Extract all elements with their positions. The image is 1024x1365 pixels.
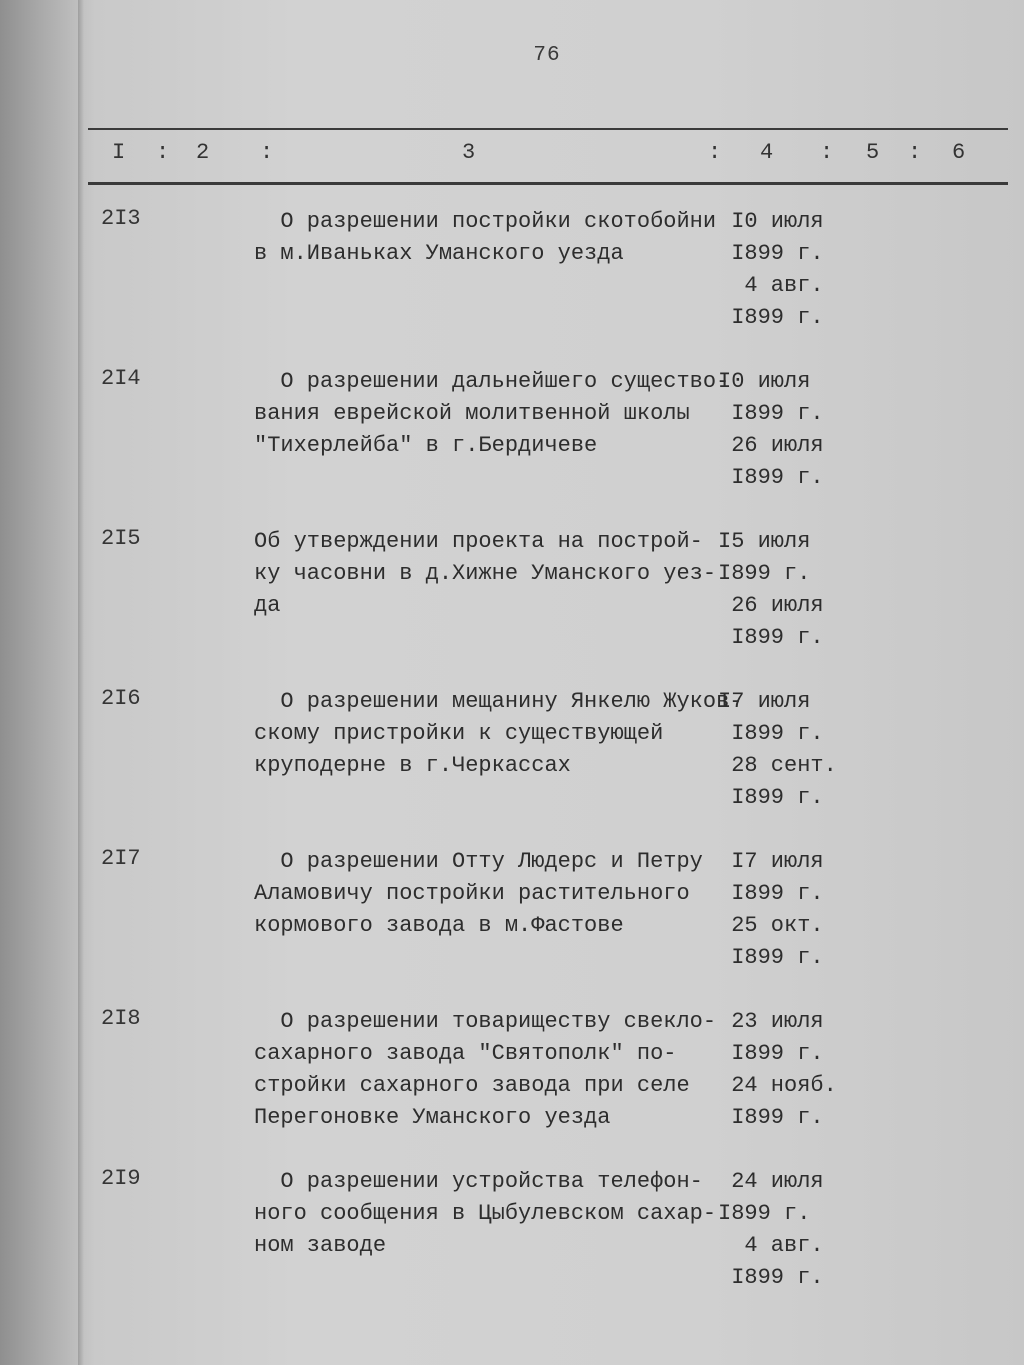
date-line: I7 июля — [718, 849, 824, 874]
date-line: I7 июля — [718, 689, 811, 714]
entry-number: 2I4 — [101, 366, 141, 391]
page-number: 76 — [533, 44, 561, 67]
description-line: кормового завода в м.Фастове — [254, 913, 624, 938]
date-line: I899 г. — [718, 401, 824, 426]
date-line: I0 июля — [718, 209, 824, 234]
date-line: I899 г. — [718, 465, 824, 490]
description-line: О разрешении дальнейшего существо- — [254, 369, 730, 394]
date-line: I5 июля — [718, 529, 811, 554]
date-line: 24 июля — [718, 1169, 824, 1194]
description-line: ного сообщения в Цыбулевском сахар- — [254, 1201, 717, 1226]
date-line: 24 нояб. — [718, 1073, 837, 1098]
date-line: I899 г. — [718, 721, 824, 746]
entry-number: 2I5 — [101, 526, 141, 551]
description-line: скому пристройки к существующей — [254, 721, 664, 746]
entry-description — [254, 846, 724, 942]
description-line: вания еврейской молитвенной школы — [254, 401, 690, 426]
date-line: I899 г. — [718, 1265, 824, 1290]
description-line: сахарного завода "Святополк" по- — [254, 1041, 677, 1066]
column-header-4: 4 — [760, 140, 774, 165]
date-line: I899 г. — [718, 945, 824, 970]
entry-dates — [718, 686, 838, 814]
column-separator: : — [156, 140, 170, 165]
column-separator: : — [820, 140, 834, 165]
description-line: круподерне в г.Черкассах — [254, 753, 571, 778]
description-line: в м.Иваньках Уманского уезда — [254, 241, 624, 266]
entry-dates — [718, 846, 838, 974]
entry-description — [254, 206, 724, 270]
description-line: Перегоновке Уманского уезда — [254, 1105, 611, 1130]
entry-description — [254, 686, 743, 782]
description-line: О разрешении Отту Людерс и Петру — [254, 849, 703, 874]
date-line: 4 авг. — [718, 273, 824, 298]
date-line: 26 июля — [718, 593, 824, 618]
description-line: О разрешении мещанину Янкелю Жуков- — [254, 689, 743, 714]
date-line: I899 г. — [718, 1201, 811, 1226]
column-header-1: I — [112, 140, 126, 165]
date-line: I0 июля — [718, 369, 811, 394]
column-separator: : — [908, 140, 922, 165]
description-line: стройки сахарного завода при селе — [254, 1073, 690, 1098]
date-line: I899 г. — [718, 785, 824, 810]
entry-dates — [718, 1166, 838, 1294]
date-line: I899 г. — [718, 625, 824, 650]
date-line: I899 г. — [718, 305, 824, 330]
date-line: 25 окт. — [718, 913, 824, 938]
description-line: О разрешении постройки скотобойни — [254, 209, 717, 234]
date-line: I899 г. — [718, 561, 811, 586]
description-line: О разрешении устройства телефон- — [254, 1169, 703, 1194]
column-separator: : — [260, 140, 274, 165]
entry-number: 2I3 — [101, 206, 141, 231]
entry-dates — [718, 206, 838, 334]
entry-dates — [718, 526, 838, 654]
description-line: Об утверждении проекта на построй- — [254, 529, 703, 554]
header-rule-bottom — [88, 182, 1008, 185]
description-line: О разрешении товариществу свекло- — [254, 1009, 717, 1034]
entry-number: 2I6 — [101, 686, 141, 711]
column-header-3: 3 — [462, 140, 476, 165]
entry-dates — [718, 1006, 838, 1134]
date-line: 28 сент. — [718, 753, 837, 778]
entry-dates — [718, 366, 838, 494]
column-header-5: 5 — [866, 140, 880, 165]
description-line: "Тихерлейба" в г.Бердичеве — [254, 433, 598, 458]
description-line: да — [254, 593, 281, 618]
column-separator: : — [708, 140, 722, 165]
description-line: Аламовичу постройки растительного — [254, 881, 690, 906]
entry-description — [254, 526, 724, 622]
date-line: I899 г. — [718, 1041, 824, 1066]
description-line: ном заводе — [254, 1233, 387, 1258]
date-line: 4 авг. — [718, 1233, 824, 1258]
entry-description — [254, 1006, 724, 1134]
entry-description — [254, 1166, 724, 1262]
entry-number: 2I9 — [101, 1166, 141, 1191]
date-line: I899 г. — [718, 1105, 824, 1130]
date-line: I899 г. — [718, 881, 824, 906]
description-line: ку часовни в д.Хижне Уманского уез- — [254, 561, 717, 586]
entry-description — [254, 366, 730, 462]
date-line: I899 г. — [718, 241, 824, 266]
date-line: 23 июля — [718, 1009, 824, 1034]
column-header-2: 2 — [196, 140, 210, 165]
entry-number: 2I7 — [101, 846, 141, 871]
date-line: 26 июля — [718, 433, 824, 458]
header-rule-top — [88, 128, 1008, 130]
entry-number: 2I8 — [101, 1006, 141, 1031]
column-header-6: 6 — [952, 140, 966, 165]
